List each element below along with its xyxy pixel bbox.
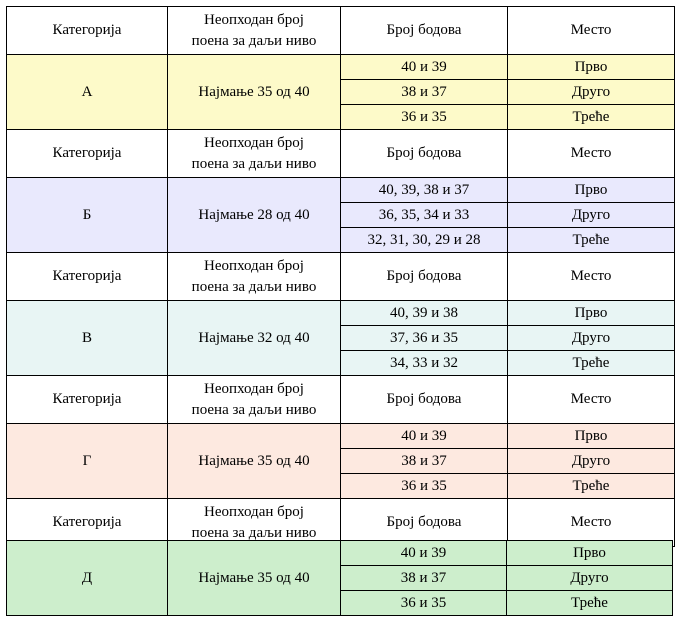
place-cell: Треће: [508, 105, 675, 130]
header-category: Категорија: [7, 130, 168, 178]
header-points: Број бодова: [341, 376, 508, 424]
points-cell: 36 и 35: [341, 105, 508, 130]
place-cell: Прво: [508, 424, 675, 449]
points-cell: 38 и 37: [341, 566, 507, 591]
points-cell: 40, 39, 38 и 37: [341, 178, 508, 203]
points-table-d: [6, 540, 673, 616]
header-place: Место: [508, 130, 675, 178]
points-cell: 38 и 37: [341, 449, 508, 474]
table-row: [7, 424, 675, 449]
category-requirement: Најмање 35 од 40: [168, 55, 341, 130]
points-cell: 36, 35, 34 и 33: [341, 203, 508, 228]
category-requirement: Најмање 28 од 40: [168, 178, 341, 253]
header-category: Категорија: [7, 499, 168, 547]
points-cell: 40 и 39: [341, 541, 507, 566]
header-required-points: Неопходан број поена за даљи ниво: [168, 130, 341, 178]
place-cell: Друго: [508, 326, 675, 351]
points-cell: 36 и 35: [341, 591, 507, 616]
header-place: Место: [508, 499, 675, 547]
header-points: Број бодова: [341, 253, 508, 301]
place-cell: Прво: [508, 55, 675, 80]
header-required-points: Неопходан број поена за даљи ниво: [168, 253, 341, 301]
category-name: А: [7, 55, 168, 130]
header-required-points: Неопходан број поена за даљи ниво: [168, 499, 341, 547]
header-row: [7, 376, 675, 424]
header-required-points: Неопходан број поена за даљи ниво: [168, 7, 341, 55]
header-place: Место: [508, 253, 675, 301]
category-name: Б: [7, 178, 168, 253]
header-required-points: Неопходан број поена за даљи ниво: [168, 376, 341, 424]
table-row: [7, 541, 673, 566]
place-cell: Друго: [507, 566, 673, 591]
header-points: Број бодова: [341, 499, 508, 547]
header-row: [7, 253, 675, 301]
header-category: Категорија: [7, 7, 168, 55]
place-cell: Прво: [508, 301, 675, 326]
header-row: [7, 7, 675, 55]
points-cell: 37, 36 и 35: [341, 326, 508, 351]
place-cell: Прво: [507, 541, 673, 566]
category-name: Д: [7, 541, 168, 616]
place-cell: Треће: [508, 351, 675, 376]
points-cell: 40 и 39: [341, 55, 508, 80]
place-cell: Треће: [508, 474, 675, 499]
place-cell: Треће: [507, 591, 673, 616]
place-cell: Друго: [508, 449, 675, 474]
place-cell: Прво: [508, 178, 675, 203]
category-name: Г: [7, 424, 168, 499]
place-cell: Друго: [508, 203, 675, 228]
points-cell: 36 и 35: [341, 474, 508, 499]
category-requirement: Најмање 32 од 40: [168, 301, 341, 376]
category-name: В: [7, 301, 168, 376]
table-row: [7, 301, 675, 326]
points-cell: 34, 33 и 32: [341, 351, 508, 376]
points-cell: 40 и 39: [341, 424, 508, 449]
points-table-main: [6, 6, 675, 547]
category-requirement: Најмање 35 од 40: [168, 424, 341, 499]
points-cell: 40, 39 и 38: [341, 301, 508, 326]
table-row: [7, 55, 675, 80]
points-cell: 32, 31, 30, 29 и 28: [341, 228, 508, 253]
place-cell: Треће: [508, 228, 675, 253]
place-cell: Друго: [508, 80, 675, 105]
category-requirement: Најмање 35 од 40: [168, 541, 341, 616]
header-place: Место: [508, 376, 675, 424]
header-place: Место: [508, 7, 675, 55]
header-category: Категорија: [7, 376, 168, 424]
header-row: [7, 130, 675, 178]
header-category: Категорија: [7, 253, 168, 301]
table-row: [7, 178, 675, 203]
header-points: Број бодова: [341, 7, 508, 55]
points-cell: 38 и 37: [341, 80, 508, 105]
header-points: Број бодова: [341, 130, 508, 178]
